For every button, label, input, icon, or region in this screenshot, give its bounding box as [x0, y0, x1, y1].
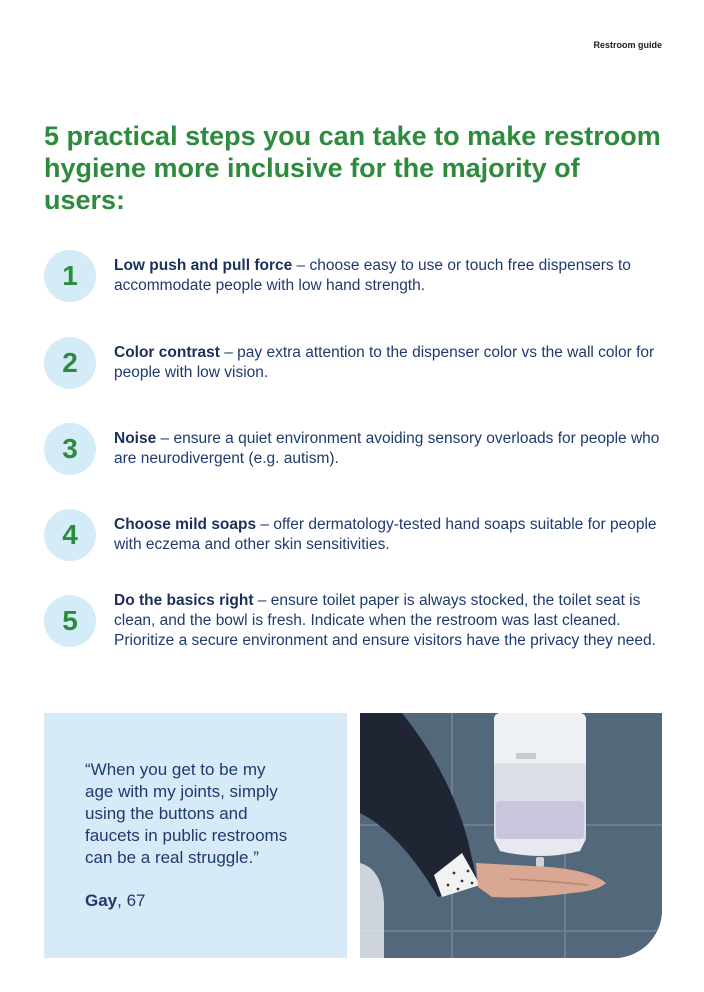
quote-text: “When you get to be my age with my joints, simply using the buttons and faucets in public restrooms can be a real struggle.” — [85, 760, 288, 867]
step-heading-2: Color contrast — [114, 344, 220, 361]
step-heading-1: Low push and pull force — [114, 257, 293, 274]
quote-author: Gay — [85, 891, 118, 910]
step-number-5: 5 — [44, 595, 96, 647]
step-heading-5: Do the basics right — [114, 592, 254, 609]
step-item-2 — [44, 333, 664, 393]
step-heading-3: Noise — [114, 430, 157, 447]
step-body-5 — [114, 591, 664, 651]
dispenser-photo — [360, 713, 662, 958]
step-description-3: – ensure a quiet environment avoiding sensory overloads for people who are neurodivergent (e.g. autism). — [114, 430, 660, 467]
step-description-4: – offer dermatology-tested hand soaps suitable for people with eczema and other skin sensitivities. — [114, 516, 657, 553]
step-number-4: 4 — [44, 509, 96, 561]
step-body-3 — [114, 429, 664, 469]
step-item-1 — [44, 246, 664, 306]
quote-box — [44, 713, 347, 958]
step-description-1: – choose easy to use or touch free dispensers to accommodate people with low hand strength. — [114, 257, 631, 294]
quote-attribution — [85, 891, 146, 911]
step-body-1 — [114, 256, 664, 296]
step-body-4 — [114, 515, 664, 555]
step-item-4 — [44, 505, 664, 565]
step-heading-4: Choose mild soaps — [114, 516, 257, 533]
step-number-3: 3 — [44, 423, 96, 475]
step-item-5 — [44, 591, 664, 651]
step-description-2: – pay extra attention to the dispenser color vs the wall color for people with low vision. — [114, 344, 655, 381]
step-description-5: – ensure toilet paper is always stocked, the toilet seat is clean, and the bowl is fresh. Indicate when the restroom was last cleaned. Prioritize a secure environment and ensure visitors have the privacy they need. — [114, 592, 656, 649]
step-body-2 — [114, 343, 664, 383]
step-item-3 — [44, 419, 664, 479]
quote-author-age: , 67 — [117, 891, 146, 910]
header-label: Restroom guide — [593, 40, 662, 50]
dispenser-photo-illustration — [360, 713, 662, 958]
page-title: 5 practical steps you can take to make restroom hygiene more inclusive for the majority of users: — [44, 121, 661, 215]
step-number-2: 2 — [44, 337, 96, 389]
step-number-1: 1 — [44, 250, 96, 302]
